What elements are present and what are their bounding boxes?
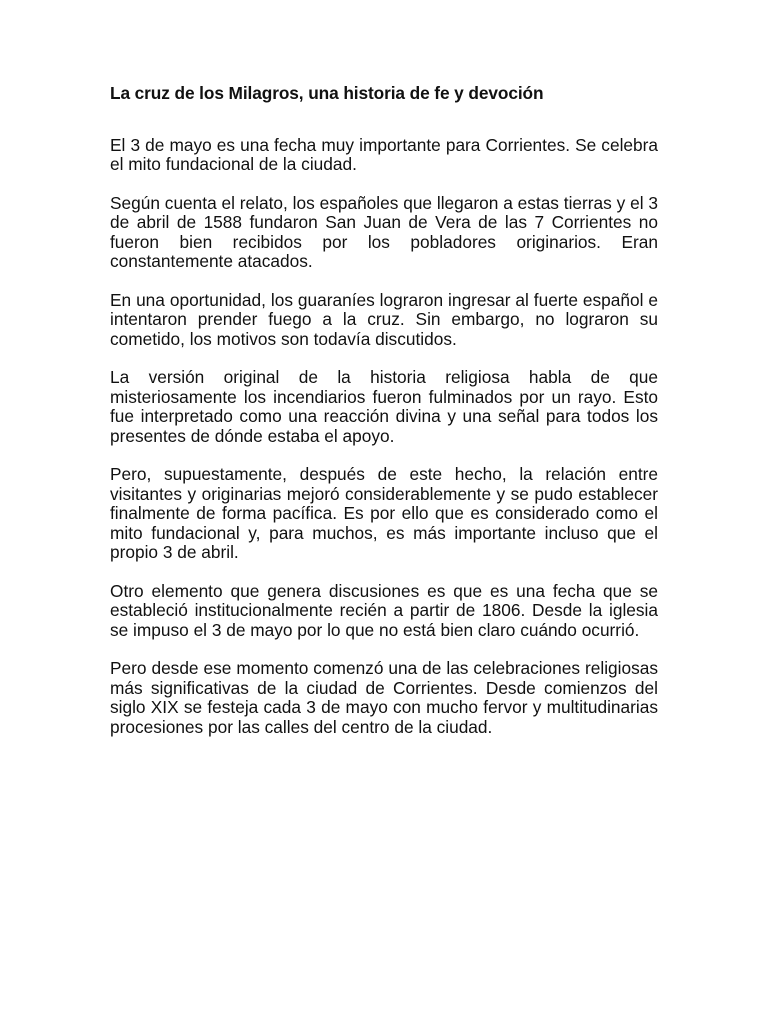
- document-title: La cruz de los Milagros, una historia de fe y devoción: [110, 83, 544, 103]
- paragraph-5: Pero, supuestamente, después de este hecho, la relación entre visitantes y originarias mejoró considerablemente y se pudo establecer finalmente de forma pacífica. Es por ello que es considerado como el mito fundacional y, para muchos, es más importante incluso que el propio 3 de abril.: [110, 464, 658, 562]
- paragraph-2: Según cuenta el relato, los españoles que llegaron a estas tierras y el 3 de abril de 1588 fundaron San Juan de Vera de las 7 Corrientes no fueron bien recibidos por los pobladores originarios. Eran constantemente atacados.: [110, 192, 658, 271]
- paragraph-4: La versión original de la historia religiosa habla de que misteriosamente los incendiarios fueron fulminados por un rayo. Esto fue interpretado como una reacción divina y una señal para todos los presentes de dónde estaba el apoyo.: [110, 367, 658, 446]
- document-body: [110, 136, 658, 738]
- paragraph-6: Otro elemento que genera discusiones es que es una fecha que se estableció institucionalmente recién a partir de 1806. Desde la iglesia se impuso el 3 de mayo por lo que no está bien claro cuándo ocurrió.: [110, 580, 658, 640]
- paragraph-1: El 3 de mayo es una fecha muy importante para Corrientes. Se celebra el mito fundacional de la ciudad.: [110, 134, 658, 174]
- paragraph-7: Pero desde ese momento comenzó una de las celebraciones religiosas más significativas de la ciudad de Corrientes. Desde comienzos del siglo XIX se festeja cada 3 de mayo con mucho fervor y multitudinarias procesiones por las calles del centro de la ciudad.: [110, 658, 658, 737]
- paragraph-3: En una oportunidad, los guaraníes lograron ingresar al fuerte español e intentaron prender fuego a la cruz. Sin embargo, no lograron su cometido, los motivos son todavía discutidos.: [110, 289, 658, 349]
